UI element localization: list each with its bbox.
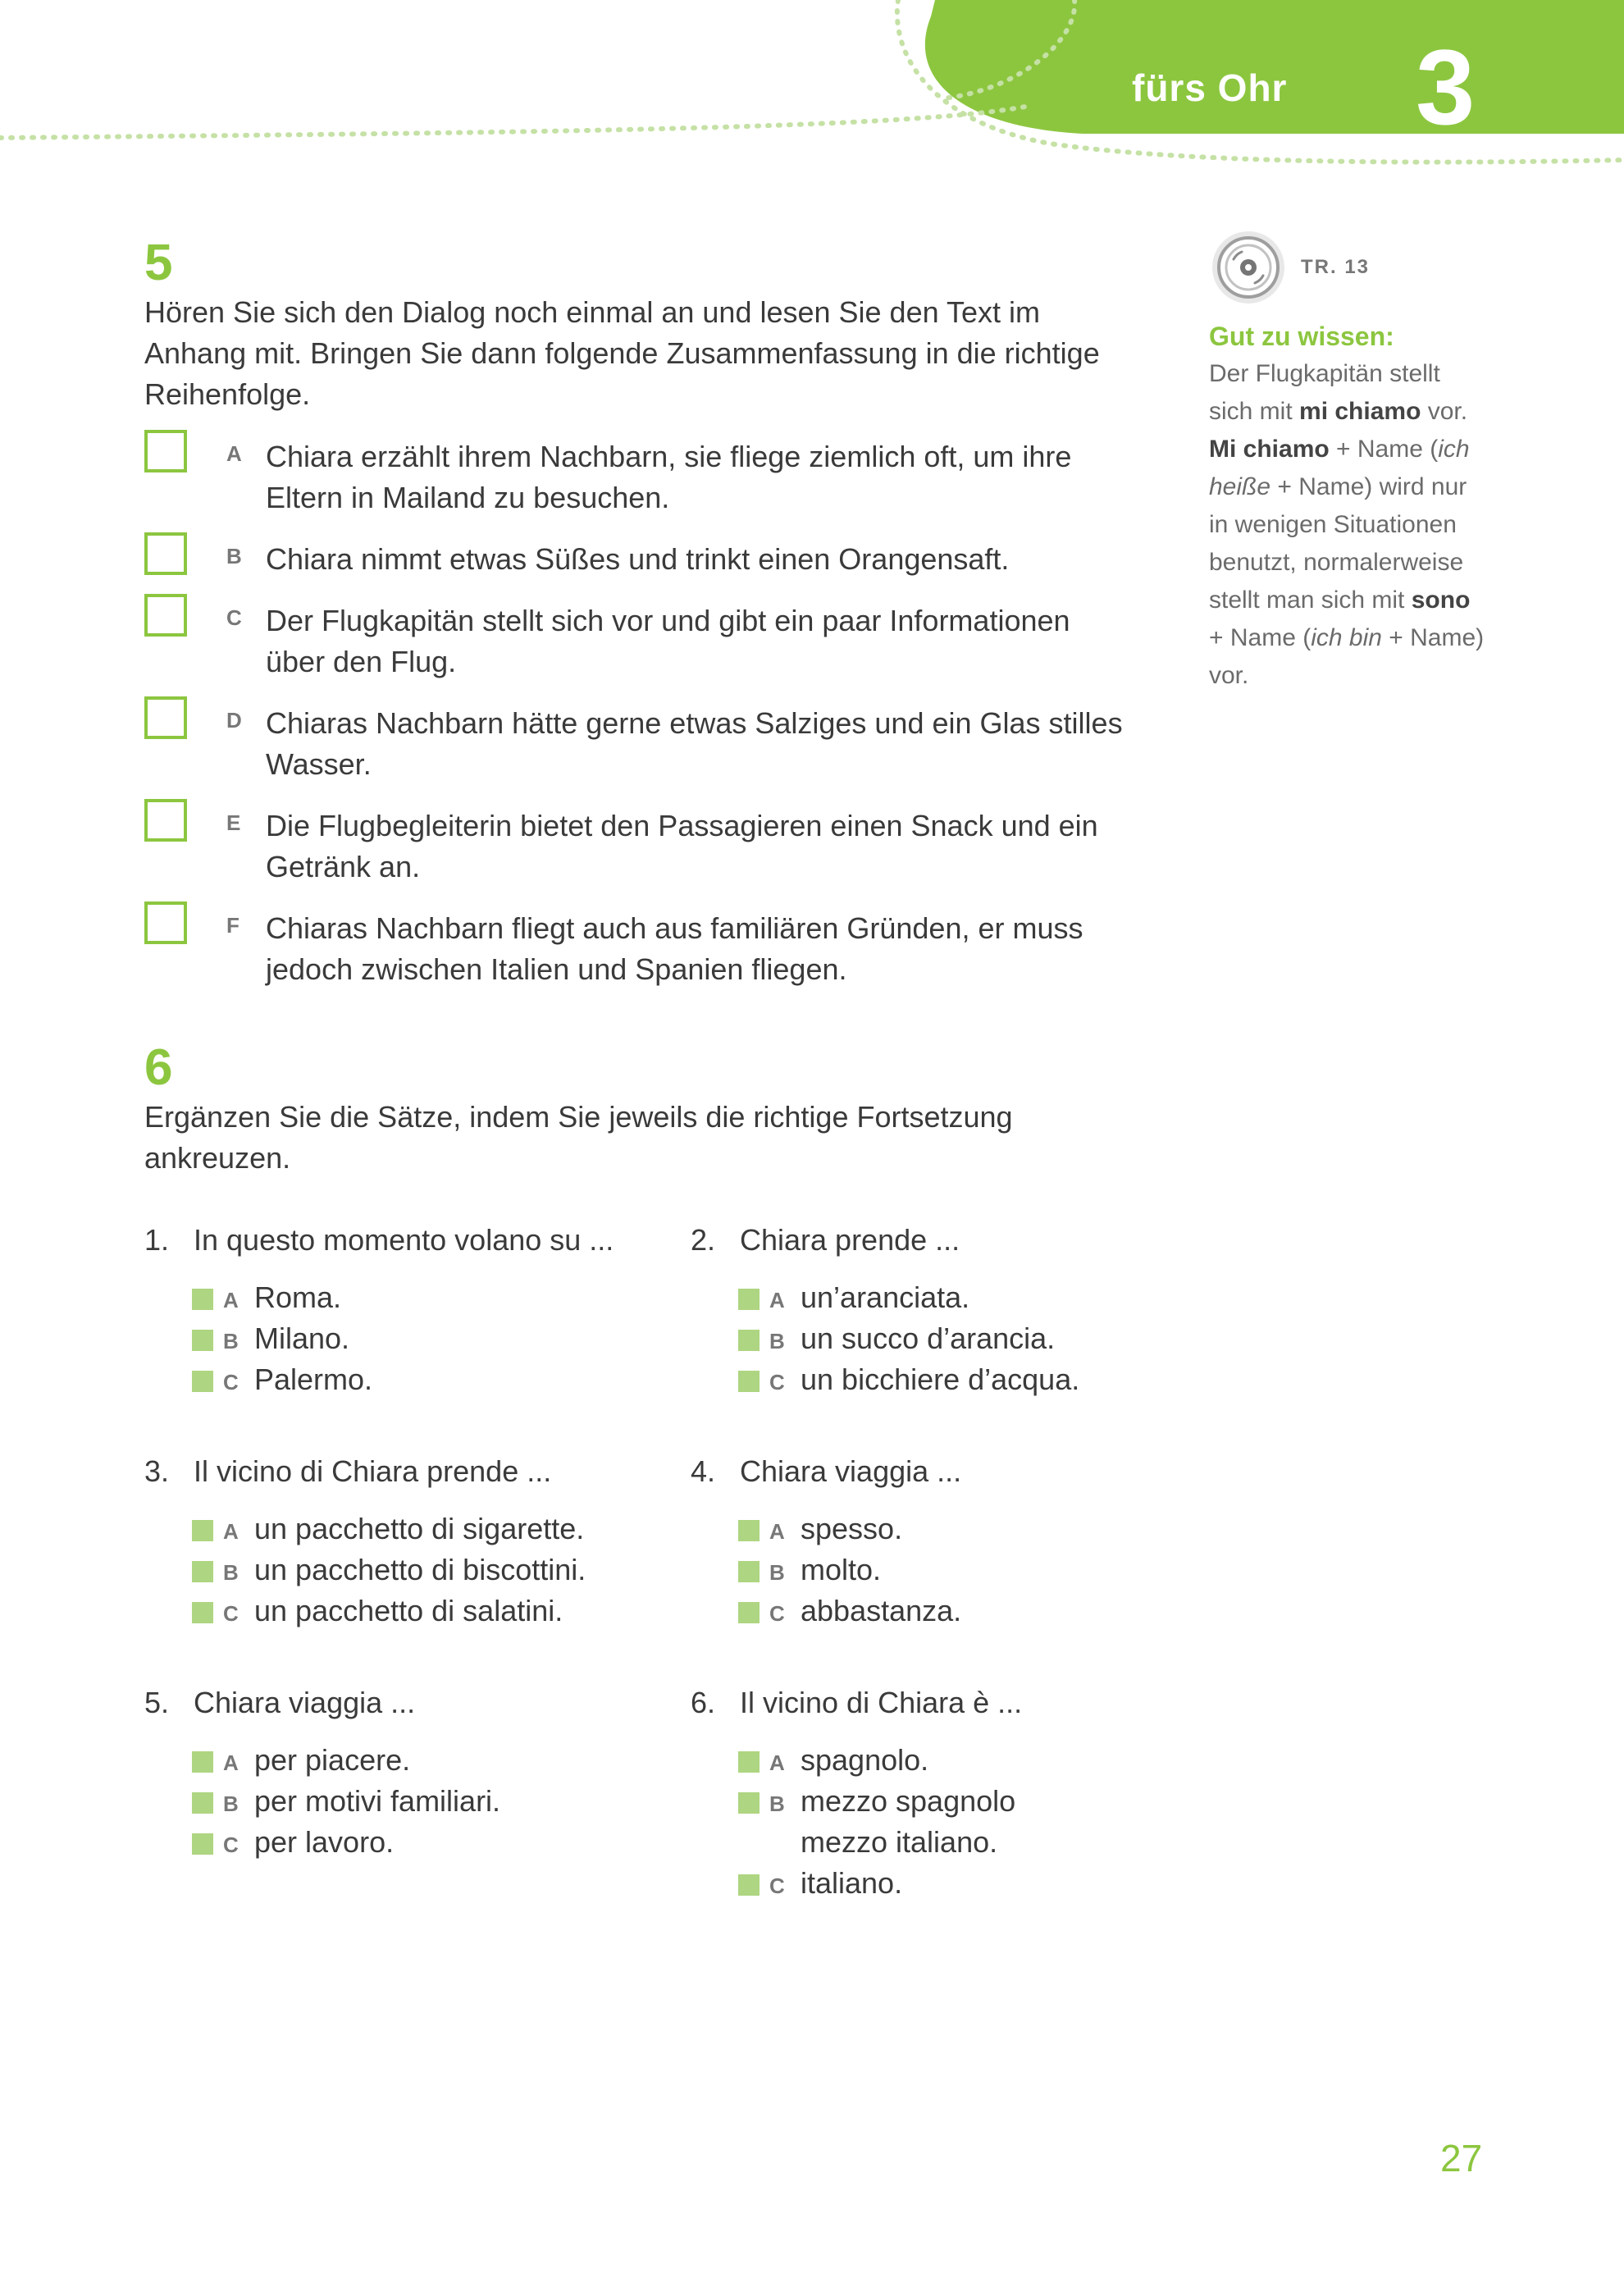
option-text: mezzo spagnolo mezzo italiano. xyxy=(801,1784,1016,1859)
track-row xyxy=(1209,228,1488,307)
answer-checkbox[interactable] xyxy=(192,1602,213,1623)
answer-option xyxy=(738,1863,1150,1904)
question-text: Chiara viaggia ... xyxy=(740,1454,962,1488)
ordering-item xyxy=(144,539,1129,580)
cd-icon[interactable] xyxy=(1209,228,1288,307)
item-text: Chiaras Nachbarn hätte gerne etwas Salziges und ein Glas stilles Wasser. xyxy=(266,706,1123,781)
option-letter: B xyxy=(769,1560,785,1585)
answer-option xyxy=(192,1277,691,1318)
order-checkbox[interactable] xyxy=(144,696,187,739)
exercise-number: 5 xyxy=(144,235,173,291)
exercise-5 xyxy=(144,235,1129,990)
tip-text: Der Flugkapitän stellt sich mit mi chiamo vor. Mi chiamo + Name (ich heiße + Name) wird nur in wenigen Situationen benutzt, normalerweise stellt man sich mit sono + Name (ich bin + Name) vor. xyxy=(1209,360,1485,689)
option-text: spesso. xyxy=(801,1512,903,1545)
option-text: un’aranciata. xyxy=(801,1280,970,1314)
answer-option xyxy=(192,1318,691,1359)
question-number: 6. xyxy=(691,1686,716,1719)
option-text: un bicchiere d’acqua. xyxy=(801,1362,1080,1396)
option-text: un pacchetto di sigarette. xyxy=(254,1512,585,1545)
question xyxy=(144,1451,691,1632)
option-letter: B xyxy=(223,1329,239,1353)
option-letter: C xyxy=(769,1874,785,1898)
order-checkbox[interactable] xyxy=(144,532,187,575)
question xyxy=(691,1220,1150,1400)
unit-number: 3 xyxy=(1416,27,1476,147)
question-text: Chiara viaggia ... xyxy=(194,1686,416,1719)
order-checkbox[interactable] xyxy=(144,901,187,944)
option-text: Milano. xyxy=(254,1321,350,1355)
question-text: Il vicino di Chiara prende ... xyxy=(194,1454,552,1488)
order-checkbox[interactable] xyxy=(144,430,187,472)
answer-checkbox[interactable] xyxy=(192,1833,213,1855)
question-grid xyxy=(144,1220,1129,1904)
option-letter: C xyxy=(769,1601,785,1626)
exercise-number: 6 xyxy=(144,1039,173,1096)
option-text: Palermo. xyxy=(254,1362,373,1396)
answer-checkbox[interactable] xyxy=(738,1751,760,1773)
item-letter: A xyxy=(226,441,242,466)
question-number: 1. xyxy=(144,1223,170,1257)
answer-checkbox[interactable] xyxy=(738,1289,760,1310)
option-letter: C xyxy=(223,1833,239,1857)
ordering-list xyxy=(144,436,1129,990)
ordering-item xyxy=(144,703,1129,785)
answer-option xyxy=(738,1591,1150,1632)
question xyxy=(691,1451,1150,1632)
page-number: 27 xyxy=(1440,2137,1483,2179)
order-checkbox[interactable] xyxy=(144,594,187,637)
ordering-item xyxy=(144,806,1129,888)
question-text: Chiara prende ... xyxy=(740,1223,960,1257)
answer-checkbox[interactable] xyxy=(738,1792,760,1814)
answer-option xyxy=(738,1508,1150,1550)
question-number: 2. xyxy=(691,1223,716,1257)
order-checkbox[interactable] xyxy=(144,799,187,842)
answer-checkbox[interactable] xyxy=(738,1330,760,1351)
answer-checkbox[interactable] xyxy=(192,1289,213,1310)
answer-checkbox[interactable] xyxy=(192,1371,213,1392)
option-text: abbastanza. xyxy=(801,1594,962,1627)
item-text: Chiara erzählt ihrem Nachbarn, sie fliege ziemlich oft, um ihre Eltern in Mailand zu besuchen. xyxy=(266,440,1072,514)
exercise-6 xyxy=(144,1039,1129,1904)
section-title: fürs Ohr xyxy=(1132,66,1288,109)
item-text: Die Flugbegleiterin bietet den Passagieren einen Snack und ein Getränk an. xyxy=(266,809,1098,883)
question xyxy=(144,1220,691,1400)
option-letter: B xyxy=(769,1791,785,1816)
option-letter: A xyxy=(769,1519,785,1544)
item-letter: C xyxy=(226,605,242,630)
question xyxy=(144,1682,691,1904)
question-number: 5. xyxy=(144,1686,170,1719)
answer-checkbox[interactable] xyxy=(738,1520,760,1541)
answer-checkbox[interactable] xyxy=(738,1371,760,1392)
answer-checkbox[interactable] xyxy=(738,1874,760,1896)
item-text: Chiaras Nachbarn fliegt auch aus familiären Gründen, er muss jedoch zwischen Italien und Spanien fliegen. xyxy=(266,911,1083,986)
item-letter: D xyxy=(226,708,242,733)
option-text: per piacere. xyxy=(254,1743,411,1777)
option-letter: A xyxy=(223,1519,239,1544)
question-text: Il vicino di Chiara è ... xyxy=(740,1686,1023,1719)
option-text: per motivi familiari. xyxy=(254,1784,501,1818)
option-text: un pacchetto di biscottini. xyxy=(254,1553,586,1586)
option-letter: C xyxy=(223,1601,239,1626)
track-label: TR. 13 xyxy=(1301,256,1371,278)
answer-option xyxy=(738,1277,1150,1318)
answer-checkbox[interactable] xyxy=(192,1561,213,1582)
question-number: 3. xyxy=(144,1454,170,1488)
answer-option xyxy=(738,1359,1150,1400)
option-letter: A xyxy=(223,1750,239,1775)
option-letter: B xyxy=(769,1329,785,1353)
option-letter: B xyxy=(223,1791,239,1816)
answer-option xyxy=(738,1550,1150,1591)
tip-title: Gut zu wissen: xyxy=(1209,322,1394,351)
answer-option xyxy=(738,1740,1150,1781)
question-text: In questo momento volano su ... xyxy=(194,1223,614,1257)
option-letter: B xyxy=(223,1560,239,1585)
item-letter: F xyxy=(226,913,239,938)
option-text: per lavoro. xyxy=(254,1825,395,1859)
answer-option xyxy=(192,1591,691,1632)
item-text: Der Flugkapitän stellt sich vor und gibt ein paar Informationen über den Flug. xyxy=(266,604,1070,678)
answer-option xyxy=(192,1359,691,1400)
ordering-item xyxy=(144,436,1129,518)
option-text: italiano. xyxy=(801,1866,903,1900)
answer-checkbox[interactable] xyxy=(192,1751,213,1773)
answer-option xyxy=(192,1550,691,1591)
answer-option xyxy=(738,1781,1047,1863)
exercise-instruction: Hören Sie sich den Dialog noch einmal an und lesen Sie den Text im Anhang mit. Bringen Sie dann folgende Zusammenfassung in die richtige Reihenfolge. xyxy=(144,295,1100,411)
answer-checkbox[interactable] xyxy=(192,1330,213,1351)
answer-option xyxy=(192,1508,691,1550)
option-letter: A xyxy=(223,1288,239,1312)
question xyxy=(691,1682,1150,1904)
answer-option xyxy=(192,1740,691,1781)
main-content xyxy=(144,235,1129,1904)
answer-option xyxy=(192,1781,691,1822)
option-letter: A xyxy=(769,1750,785,1775)
option-letter: A xyxy=(769,1288,785,1312)
option-text: un succo d’arancia. xyxy=(801,1321,1056,1355)
answer-checkbox[interactable] xyxy=(738,1602,760,1623)
option-letter: C xyxy=(223,1370,239,1394)
sidebar xyxy=(1209,228,1488,695)
ordering-item xyxy=(144,600,1129,682)
item-letter: B xyxy=(226,544,242,568)
option-text: molto. xyxy=(801,1553,882,1586)
option-text: Roma. xyxy=(254,1280,342,1314)
exercise-instruction: Ergänzen Sie die Sätze, indem Sie jeweils die richtige Fortsetzung ankreuzen. xyxy=(144,1100,1013,1175)
ordering-item xyxy=(144,908,1129,990)
answer-option xyxy=(738,1318,1150,1359)
option-text: un pacchetto di salatini. xyxy=(254,1594,563,1627)
answer-checkbox[interactable] xyxy=(738,1561,760,1582)
answer-checkbox[interactable] xyxy=(192,1792,213,1814)
question-number: 4. xyxy=(691,1454,716,1488)
item-text: Chiara nimmt etwas Süßes und trinkt einen Orangensaft. xyxy=(266,542,1010,576)
header-decoration xyxy=(0,0,1624,189)
answer-option xyxy=(192,1822,691,1863)
item-letter: E xyxy=(226,810,241,835)
answer-checkbox[interactable] xyxy=(192,1520,213,1541)
option-text: spagnolo. xyxy=(801,1743,929,1777)
option-letter: C xyxy=(769,1370,785,1394)
